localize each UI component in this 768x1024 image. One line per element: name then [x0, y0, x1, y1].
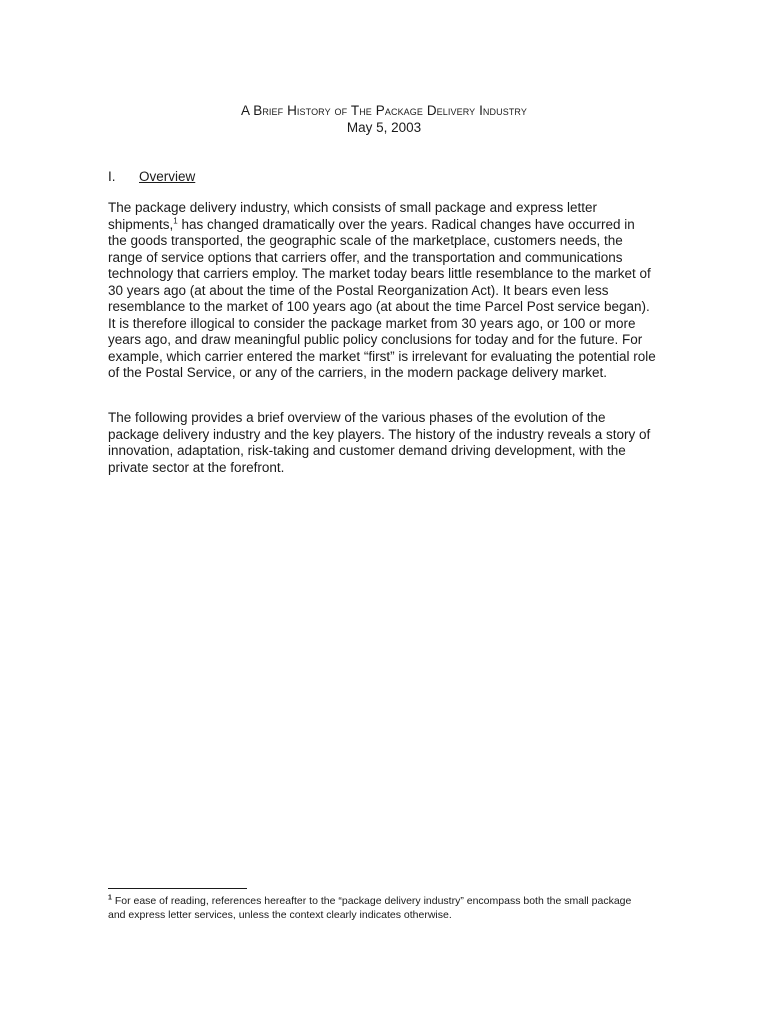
- footnote: [108, 894, 648, 922]
- paragraph-text: The package delivery industry, which consists of small package and express letter shipments,: [108, 200, 597, 232]
- section-number: I.: [108, 169, 116, 184]
- title-block: [0, 102, 768, 136]
- footnote-separator: [108, 888, 247, 889]
- document-date: May 5, 2003: [346, 120, 422, 135]
- section-heading: [108, 168, 195, 185]
- overview-paragraph-2: The following provides a brief overview of the various phases of the evolution of the package delivery industry and the key players. The history of the industry reveals a story of innovation, adaptation, risk-taking and customer demand driving development, with the private sector at the forefront.: [108, 410, 651, 475]
- overview-paragraph-1: [108, 200, 656, 382]
- footnote-text: For ease of reading, references hereafter to the “package delivery industry” encompass both the small package and express letter services, unless the context clearly indicates otherwise.: [108, 895, 632, 921]
- footnote-reference[interactable]: 1: [173, 216, 178, 225]
- section-title: Overview: [139, 169, 196, 184]
- paragraph-text: has changed dramatically over the years. Radical changes have occurred in the goods transported, the geographic scale of the marketplace, customers needs, the range of service options that carriers offer, and the transportation and communications technology that carriers employ. The market today bears little resemblance to the market of 30 years ago (at about the time of the Postal Reorganization Act). It bears even less resemblance to the market of 100 years ago (at about the time Parcel Post service began). It is therefore illogical to consider the package market from 30 years ago, or 100 or more years ago, and draw meaningful public policy conclusions for today and for the future. For example, which carrier entered the market “first” is irrelevant for evaluating the potential role of the Postal Service, or any of the carriers, in the modern package delivery market.: [108, 216, 656, 380]
- document-title: A Brief History of The Package Delivery Industry: [241, 103, 527, 118]
- footnote-mark: 1: [108, 894, 112, 902]
